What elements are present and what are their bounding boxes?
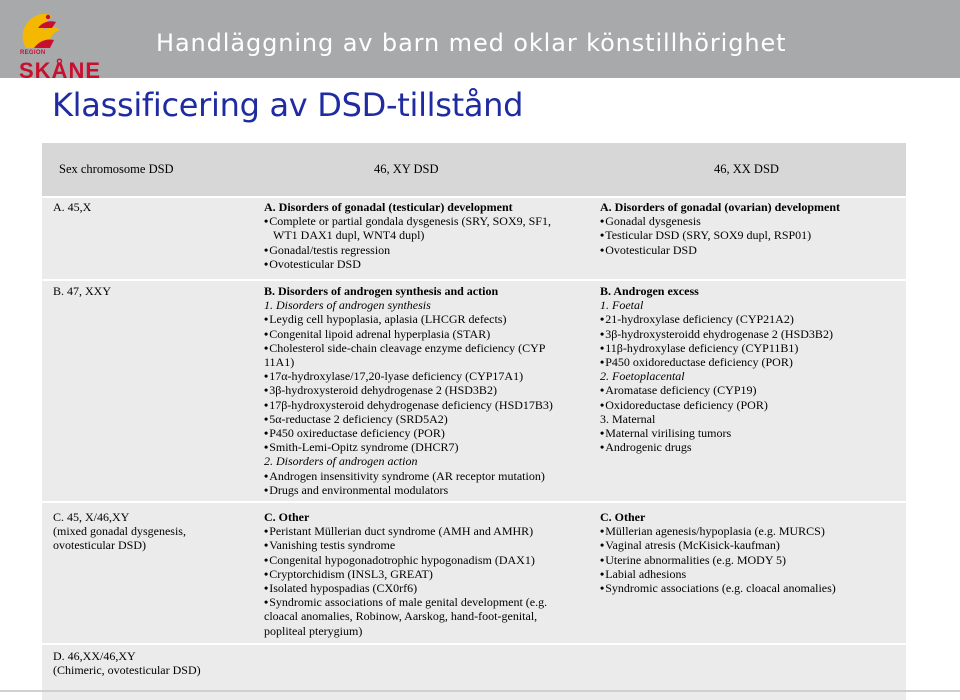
list-item: • Ovotesticular DSD xyxy=(600,243,840,257)
list-item: • Oxidoreductase deficiency (POR) xyxy=(600,398,833,412)
list-item: • Cryptorchidism (INSL3, GREAT) xyxy=(264,567,547,581)
row-a-sex-chromosome xyxy=(53,200,91,214)
list-item: • Peristant Müllerian duct syndrome (AMH and AMHR) xyxy=(264,524,547,538)
list-item: • 17β-hydroxysteroid dehydrogenase deficiency (HSD17B3) xyxy=(264,398,553,412)
row-b-xy-dsd xyxy=(264,284,553,497)
row-c-xy-dsd xyxy=(264,510,547,638)
header-46xy-dsd: 46, XY DSD xyxy=(374,162,439,176)
row-divider xyxy=(42,279,906,281)
list-item: • 5α-reductase 2 deficiency (SRD5A2) xyxy=(264,412,553,426)
list-item: • Cholesterol side-chain cleavage enzyme deficiency (CYP xyxy=(264,341,553,355)
header-title: Handläggning av barn med oklar könstillhörighet xyxy=(156,29,787,57)
footer-divider xyxy=(0,690,960,692)
list-item: • Vanishing testis syndrome xyxy=(264,538,547,552)
griffin-logo-icon xyxy=(8,8,88,52)
list-item: D. 46,XX/46,XY xyxy=(53,649,136,663)
list-item: (Chimeric, ovotesticular DSD) xyxy=(53,663,201,678)
subcategory-label: 1. Foetal xyxy=(600,298,644,313)
list-item: WT1 DAX1 dupl, WNT4 dupl) xyxy=(273,228,425,243)
list-item: • Androgen insensitivity syndrome (AR receptor mutation) xyxy=(264,469,553,483)
subcategory-label: 2. Foetoplacental xyxy=(600,369,685,384)
list-item: • 11β-hydroxylase deficiency (CYP11B1) xyxy=(600,341,833,355)
logo-name-text: SKÅNE xyxy=(19,58,102,83)
list-item: • Aromatase deficiency (CYP19) xyxy=(600,383,833,397)
list-item: • Leydig cell hypoplasia, aplasia (LHCGR defects) xyxy=(264,312,553,326)
row-b-sex-chromosome xyxy=(53,284,111,298)
region-skane-logo xyxy=(8,8,102,83)
dsd-classification-table xyxy=(42,143,906,700)
list-item: • Syndromic associations of male genital development (e.g. xyxy=(264,595,547,609)
category-heading: C. Other xyxy=(264,510,310,524)
list-item: popliteal pterygium) xyxy=(264,623,363,638)
category-heading: B. Disorders of androgen synthesis and action xyxy=(264,284,499,298)
subcategory-label: 2. Disorders of androgen action xyxy=(264,454,418,469)
list-item: • P450 oxidoreductase deficiency (POR) xyxy=(600,355,833,369)
list-item: • 17α-hydroxylase/17,20-lyase deficiency (CYP17A1) xyxy=(264,369,553,383)
category-heading: B. Androgen excess xyxy=(600,284,699,298)
row-a-xy-dsd xyxy=(264,200,551,271)
category-heading: A. Disorders of gonadal (ovarian) development xyxy=(600,200,840,214)
slide-title: Klassificering av DSD-tillstånd xyxy=(52,86,524,124)
row-divider xyxy=(42,643,906,645)
logo-region-text: REGION xyxy=(20,50,46,56)
category-heading: C. Other xyxy=(600,510,646,524)
list-item: C. 45, X/46,XY xyxy=(53,510,130,524)
list-item: • 3β-hydroxysteroid dehydrogenase 2 (HSD3B2) xyxy=(264,383,553,397)
list-item: • 21-hydroxylase deficiency (CYP21A2) xyxy=(600,312,833,326)
list-item: • Ovotesticular DSD xyxy=(264,257,551,271)
row-a-xx-dsd xyxy=(600,200,840,257)
header-banner xyxy=(0,0,960,83)
row-c-sex-chromosome xyxy=(53,510,186,553)
list-item: • 3β-hydroxysteroidd ehydrogenase 2 (HSD3B2) xyxy=(600,327,833,341)
list-item: 11A1) xyxy=(264,355,295,370)
list-item: ovotesticular DSD) xyxy=(53,538,146,553)
row-d-sex-chromosome xyxy=(53,649,201,677)
list-item: • Syndromic associations (e.g. cloacal anomalies) xyxy=(600,581,836,595)
row-b-xx-dsd xyxy=(600,284,833,454)
list-item: A. 45,X xyxy=(53,200,92,214)
list-item: • Gonadal/testis regression xyxy=(264,243,551,257)
row-c-xx-dsd xyxy=(600,510,836,595)
list-item: • Complete or partial gondala dysgenesis (SRY, SOX9, SF1, xyxy=(264,214,551,228)
list-item: • Maternal virilising tumors xyxy=(600,426,833,440)
row-divider xyxy=(42,196,906,198)
list-item: • Testicular DSD (SRY, SOX9 dupl, RSP01) xyxy=(600,228,840,242)
list-item: • Labial adhesions xyxy=(600,567,836,581)
list-item: • Smith-Lemi-Opitz syndrome (DHCR7) xyxy=(264,440,553,454)
list-item: • Uterine abnormalities (e.g. MODY 5) xyxy=(600,553,836,567)
list-item: • Müllerian agenesis/hypoplasia (e.g. MURCS) xyxy=(600,524,836,538)
list-item: cloacal anomalies, Robinow, Aarskog, hand-foot-genital, xyxy=(264,609,538,624)
list-item: • Isolated hypospadias (CX0rf6) xyxy=(264,581,547,595)
list-item: • Drugs and environmental modulators xyxy=(264,483,553,497)
list-item: 3. Maternal xyxy=(600,411,656,426)
list-item: • Gonadal dysgenesis xyxy=(600,214,840,228)
list-item: • P450 oxireductase deficiency (POR) xyxy=(264,426,553,440)
list-item: • Vaginal atresis (McKisick-kaufman) xyxy=(600,538,836,552)
list-item: • Androgenic drugs xyxy=(600,440,833,454)
header-sex-chromosome-dsd: Sex chromosome DSD xyxy=(59,162,174,176)
category-heading: A. Disorders of gonadal (testicular) development xyxy=(264,200,513,214)
header-46xx-dsd: 46, XX DSD xyxy=(714,162,779,176)
row-divider xyxy=(42,501,906,503)
table-header-row xyxy=(42,143,906,196)
list-item: • Congenital hypogonadotrophic hypogonadism (DAX1) xyxy=(264,553,547,567)
list-item: • Congenital lipoid adrenal hyperplasia (STAR) xyxy=(264,327,553,341)
list-item: (mixed gonadal dysgenesis, xyxy=(53,524,186,539)
list-item: B. 47, XXY xyxy=(53,284,112,298)
subcategory-label: 1. Disorders of androgen synthesis xyxy=(264,298,431,313)
